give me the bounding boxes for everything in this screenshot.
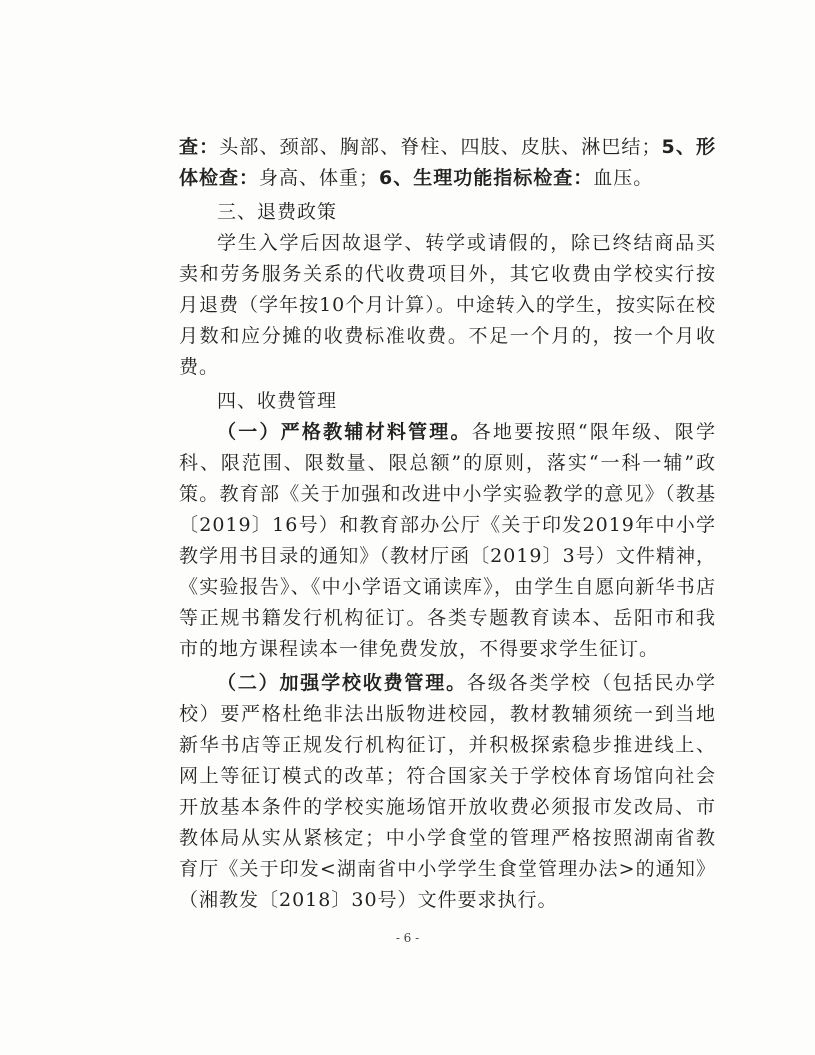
- item-title: （一）严格教辅材料管理。: [217, 421, 472, 443]
- item-title: （二）加强学校收费管理。: [217, 672, 467, 694]
- paragraph-refund-policy: 学生入学后因故退学、转学或请假的，除已终结商品买卖和劳务服务关系的代收费项目外，其它收费由学校实行按月退费（学年按10个月计算）。中途转入的学生，按实际在校月数和应分摊的收费标准收费。不足一个月的，按一个月收费。: [179, 232, 716, 378]
- bold-fragment: 6、生理功能指标检查：: [379, 167, 594, 189]
- item-text: 各地要按照“限年级、限学科、限范围、限数量、限总额”的原则，落实“一科一辅”政策。教育部《关于加强和改进中小学实验教学的意见》（教基〔2019〕16号）和教育部办公厅《关于印发2019年中小学教学用书目录的通知》（教材厅函〔2019〕3号）文件精神，《实验报告》、《中小学语文诵读库》，由学生自愿向新华书店等正规书籍发行机构征订。各类专题教育读本、岳阳市和我市的地方课程读本一律免费发放，不得要求学生征订。: [179, 421, 716, 660]
- section-heading-refund: 三、退费政策: [217, 201, 338, 223]
- page-number: - 6 -: [395, 931, 420, 945]
- paragraph-health-check: [179, 132, 716, 194]
- text-fragment: 身高、体重；: [259, 167, 380, 189]
- item-text: 各级各类学校（包括民办学校）要严格杜绝非法出版物进校园，教材教辅须统一到当地新华书店等正规发行机构征订，并积极探索稳步推进线上、网上等征订模式的改革；符合国家关于学校体育场馆向社会开放基本条件的学校实施场馆开放收费必须报市发改局、市教体局从实从紧核定；中小学食堂的管理严格按照湖南省教育厅《关于印发<湖南省中小学学生食堂管理办法>的通知》（湘教发〔2018〕30号）文件要求执行。: [179, 672, 716, 911]
- document-body: [179, 132, 716, 916]
- bold-fragment: 查：: [179, 136, 220, 158]
- text-fragment: 血压。: [593, 167, 654, 189]
- text-fragment: 头部、颈部、胸部、脊柱、四肢、皮肤、淋巴结；: [219, 136, 662, 158]
- paragraph-materials-management: [179, 417, 716, 665]
- bold-fragment: 5、形体检查：: [179, 136, 716, 189]
- paragraph-school-fee-management: [179, 668, 716, 916]
- section-heading-fee-management: 四、收费管理: [217, 390, 338, 412]
